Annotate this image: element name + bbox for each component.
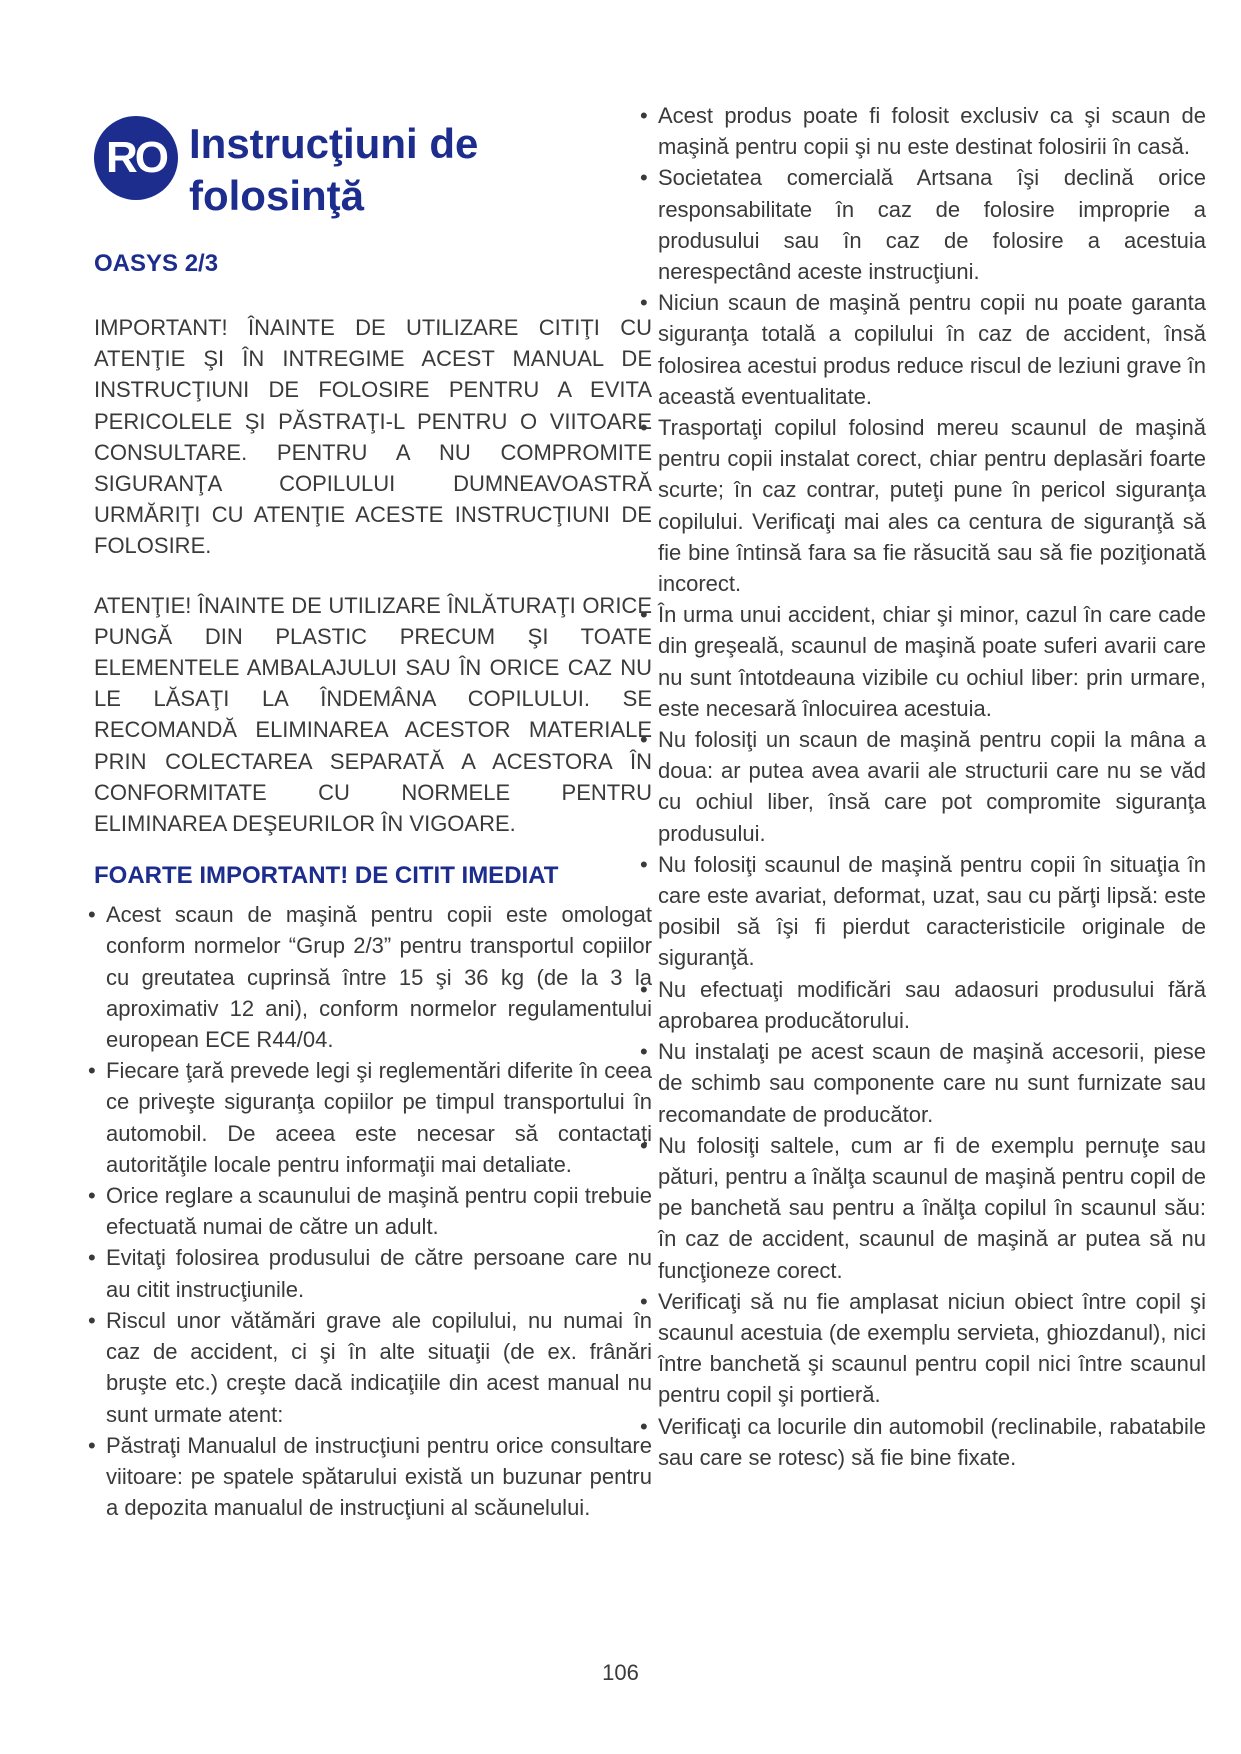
list-item: • Acest scaun de maşină pentru copii este omologat conform normelor “Grup 2/3” pentru transportul copiilor cu greutatea cuprinsă între 15 şi 36 kg (de la 3 la aproximativ 12 ani), conform normelor regulamentului european ECE R44/04. — [94, 899, 652, 1055]
list-item: • În urma unui accident, chiar şi minor, cazul în care cade din greşeală, scaunul de maşină poate suferi avarii care nu sunt întotdeauna vizibile cu ochiul liber: prin urmare, este necesară înlocuirea acestuia. — [646, 599, 1206, 724]
list-item: • Niciun scaun de maşină pentru copii nu poate garanta siguranţa totală a copilului în caz de accident, însă folosirea acestui produs reduce riscul de leziuni grave în această eventualitate. — [646, 287, 1206, 412]
list-item: • Acest produs poate fi folosit exclusiv ca şi scaun de maşină pentru copii şi nu este destinat folosirii în casă. — [646, 100, 1206, 162]
packaging-warning: ATENŢIE! ÎNAINTE DE UTILIZARE ÎNLĂTURAŢI ORICE PUNGĂ DIN PLASTIC PRECUM ŞI TOATE ELEMENTELE AMBALAJULUI SAU ÎN ORICE CAZ NU LE LĂSAŢI LA ÎNDEMÂNA COPILULUI. SE RECOMANDĂ ELIMINAREA ACESTOR MATERIALE PRIN COLECTAREA SEPARATĂ A ACESTORA ÎN CONFORMITATE CU NORMELE PENTRU ELIMINAREA DEŞEURILOR ÎN VIGOARE. — [94, 592, 652, 837]
important-warning: IMPORTANT! ÎNAINTE DE UTILIZARE CITIŢI CU ATENŢIE ŞI ÎN INTREGIME ACEST MANUAL DE INSTRUCŢIUNI DE FOLOSIRE PENTRU A EVITA PERICOLELE ŞI PĂSTRAŢI-L PENTRU O VIITOARE CONSULTARE. PENTRU A NU COMPROMITE SIGURANŢA COPILULUI DUMNEAVOASTRĂ URMĂRIŢI CU ATENŢIE ACESTE INSTRUCŢIUNI DE FOLOSIRE. — [94, 315, 652, 559]
list-item: • Nu folosiţi saltele, cum ar fi de exemplu pernuţe sau pături, pentru a înălţa scaunul de maşină pentru copil de pe banchetă sau pentru a înălţa copilul în scaunul său: în caz de accident, scaunul de maşină ar putea să nu funcţioneze corect. — [646, 1130, 1206, 1286]
page-title — [189, 118, 478, 222]
list-item: • Orice reglare a scaunului de maşină pentru copii trebuie efectuată numai de către un adult. — [94, 1180, 652, 1242]
language-badge-ro: RO — [94, 116, 178, 200]
list-item: • Societatea comercială Artsana îşi declină orice responsabilitate în caz de folosire improprie a produsului sau în caz de folosire a acestuia nerespectând aceste instrucţiuni. — [646, 162, 1206, 287]
list-item: • Trasportaţi copilul folosind mereu scaunul de maşină pentru copii instalat corect, chiar pentru deplasări foarte scurte; în caz contrar, puteţi pune în pericol siguranţa copilului. Verificaţi mai ales ca centura de siguranţă să fie bine întinsă fara sa fie răsucită sau să fie poziţionată incorect. — [646, 412, 1206, 599]
product-name: OASYS 2/3 — [94, 250, 219, 277]
list-item: • Nu folosiţi un scaun de maşină pentru copii la mâna a doua: ar putea avea avarii ale structurii care nu se văd cu ochiul liber, însă care pot compromite siguranţa produsului. — [646, 724, 1206, 849]
list-item: • Nu folosiţi scaunul de maşină pentru copii în situaţia în care este avariat, deformat, uzat, sau cu părţi lipsă: este posibil să îşi fi pierdut caracteristicile originale de siguranţă. — [646, 849, 1206, 974]
right-bullet-list — [646, 100, 1206, 1473]
left-column — [94, 312, 652, 1523]
left-bullet-list — [94, 899, 652, 1523]
title-line-1: Instrucţiuni de — [189, 120, 479, 167]
right-column — [646, 100, 1206, 1473]
list-item: • Păstraţi Manualul de instrucţiuni pentru orice consultare viitoare: pe spatele spătarului există un buzunar pentru a depozita manualul de instrucţiuni al scăunelului. — [94, 1430, 652, 1524]
page-header — [94, 108, 634, 228]
list-item: • Nu efectuaţi modificări sau adaosuri produsului fără aprobarea producătorului. — [646, 974, 1206, 1036]
list-item: • Nu instalaţi pe acest scaun de maşină accesorii, piese de schimb sau componente care nu sunt furnizate sau recomandate de producător. — [646, 1036, 1206, 1130]
list-item: • Verificaţi să nu fie amplasat niciun obiect între copil şi scaunul acestuia (de exemplu servieta, ghiozdanul), nici între banchetă şi scaunul pentru copil nici între scaunul pentru copil şi portieră. — [646, 1286, 1206, 1411]
list-item: • Verificaţi ca locurile din automobil (reclinabile, rabatabile sau care se rotesc) să fie bine fixate. — [646, 1411, 1206, 1473]
list-item: • Evitaţi folosirea produsului de către persoane care nu au citit instrucţiunile. — [94, 1242, 652, 1304]
list-item: • Riscul unor vătămări grave ale copilului, nu numai în caz de accident, ci şi în alte situaţii (de ex. frânări bruşte etc.) creşte dacă indicaţiile din acest manual nu sunt urmate atent: — [94, 1305, 652, 1430]
page-number: 106 — [602, 1660, 639, 1685]
section-heading: FOARTE IMPORTANT! DE CITIT IMEDIAT — [94, 862, 559, 890]
title-line-2: folosinţă — [189, 172, 364, 219]
list-item: • Fiecare ţară prevede legi şi reglementări diferite în ceea ce priveşte siguranţa copiilor pe timpul transportului în automobil. De aceea este necesar să contactaţi autorităţile locale pentru informaţii mai detaliate. — [94, 1055, 652, 1180]
